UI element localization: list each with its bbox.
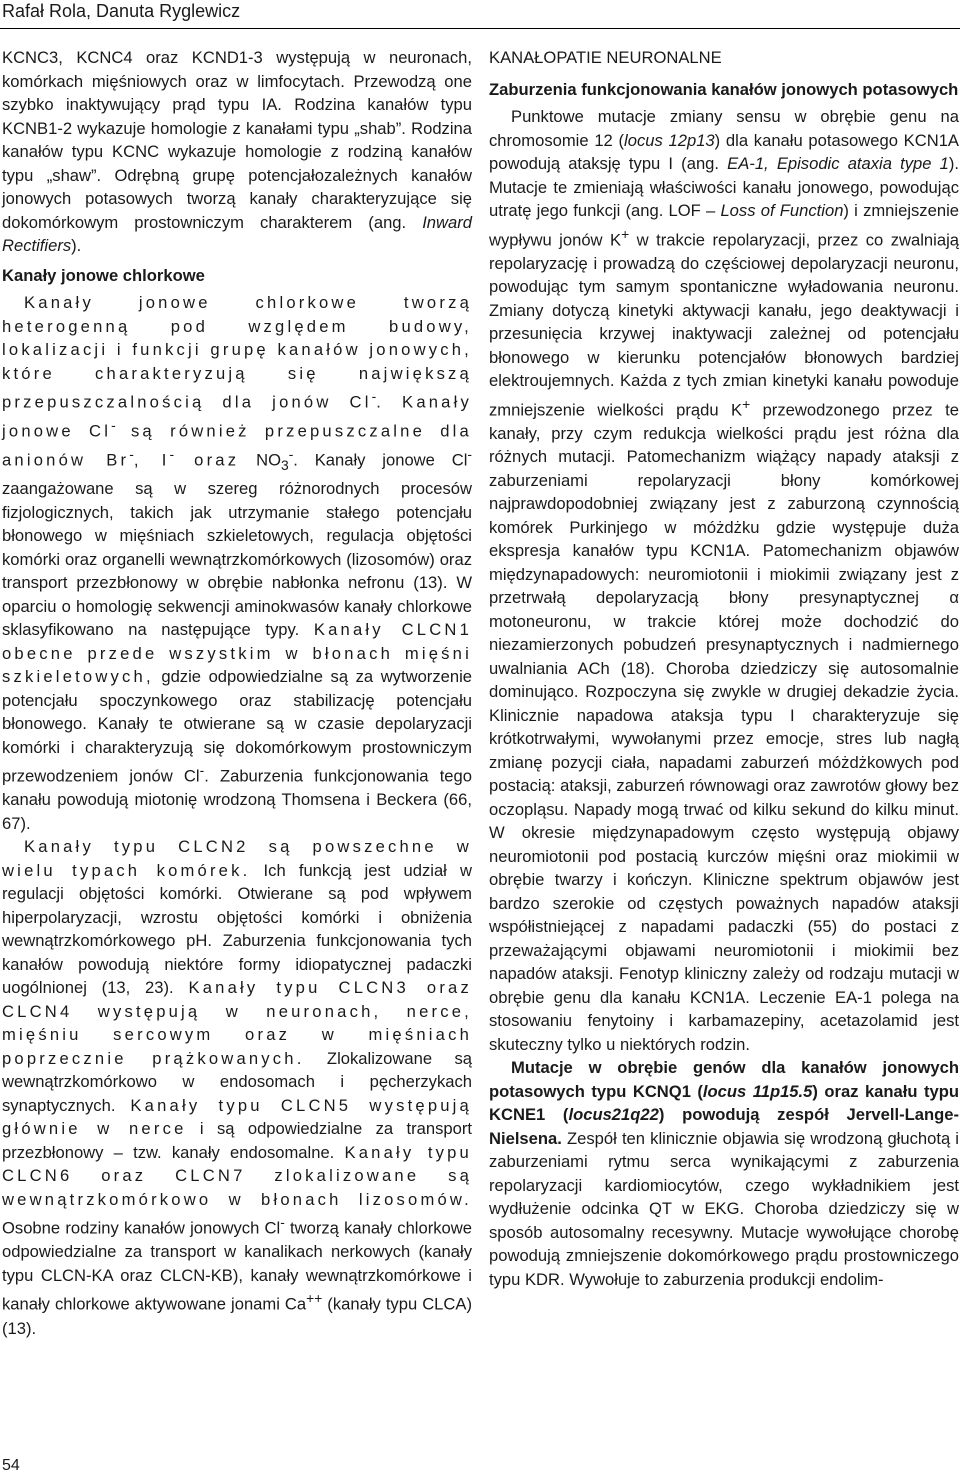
paragraph-jervell-lange-nielsen: Mutacje w obrębie genów dla kanałów jonowych potasowych typu KCNQ1 (locus 11p15.5) oraz kanału typu KCNE1 (locus21q22) powodują zespół Jervell-Lange-Nielsena. Zespół ten klinicznie objawia się wrodzoną głuchotą i zaburzeniami rytmu serca wynikającymi z zaburzenia repolaryzacji kardiomiocytów, czego wykładnikiem jest wydłużenie odcinka QT w EKG. Choroba dziedziczy się w sposób autosomalny recesywny. Mutacje wywołujące chorobę powodują zmniejszenie dokomórkowego prądu prostowniczego typu KDR. Wywołuje to zaburzenia produkcji endolim- — [489, 1058, 960, 1289]
paragraph-potassium-intro: KCNC3, KCNC4 oraz KCND1-3 występują w neuronach, komórkach mięśniowych oraz w limfocytach. Przewodzą one szybko inaktywujący prąd typu IA. Rodzina kanałów typu KCNB1-2 wykazuje homologie z kanałami typu „shab”. Rodzina kanałów typu KCNC wykazuje homologie z rodziną kanałów typu „shaw”. Odrębną grupę potencjałozależnych kanałów jonowych potasowych tworzą kanały charakteryzujące się dokomórkowym prostowniczym charakterem (ang. Inward Rectifiers). — [2, 48, 472, 255]
running-header: Rafał Rola, Danuta Ryglewicz — [2, 1, 241, 21]
section-heading-neuronal-channelopathies: KANAŁOPATIE NEURONALNE — [489, 48, 722, 67]
header-rule — [0, 28, 960, 29]
paragraph-chloride-channels: Kanały jonowe chlorkowe tworzą heterogenną pod względem budowy, lokalizacji i funkcji grupę kanałów jonowych, które charakteryzują się największą przepuszczalnością dla jonów Cl-. Kanały jonowe Cl- są również przepuszczalne dla anionów Br-, I- oraz $NO_3^-$. Kanały jonowe Cl- zaangażowane są w szereg różnorodnych procesów fizjologicznych, takich jak utrzymanie stałego potencjału błonowego w mięśniach szkieletowych, regulacja objętości komórki oraz organelli wewnątrzkomórkowych (lizosomów) oraz transport przezbłonowy w obrębie nabłonka nefronu (13). W oparciu o homologię sekwencji aminokwasów kanały chlorkowe sklasyfikowano na następujące typy. Kanały CLCN1 obecne przede wszystkim w błonach mięśni szkieletowych, gdzie odpowiedzialne są za wytworzenie potencjału spoczynkowego oraz stabilizację potencjału błonowego. Kanały te otwierane są w czasie depolaryzacji komórki i charakteryzują się dokomórkowym prostowniczym przewodzeniem jonów Cl-. Zaburzenia funkcjonowania tego kanału powodują miotonię wrodzoną Thomsena i Beckera (66, 67). — [2, 293, 473, 833]
left-column — [2, 46, 472, 1340]
paragraph-episodic-ataxia: Punktowe mutacje zmiany sensu w obrębie genu na chromosomie 12 (locus 12p13) dla kanału potasowego KCN1A powodują ataksję typu I (ang. EA-1, Episodic ataxia type 1). Mutacje te zmieniają właściwości kanału jonowego, powodując utratę jego funkcji (ang. LOF – Loss of Function) i zmniejszenie wypływu jonów K+ w trakcie repolaryzacji, przez co zwalniają repolaryzację i prowadzą do częściowej depolaryzacji neuronu, powodując tym samym spontaniczne wyładowania neuronu. Zmiany dotyczą kinetyki aktywacji kanału, jego deaktywacji i przesunięcia krzywej inaktywacji zależnej od potencjału błonowego w kierunku potencjałów błonowych bardziej elektroujemnych. Każda z tych zmian kinetyki kanału powoduje zmniejszenie wielkości prądu K+ przewodzonego przez te kanały, przy czym redukcja wielkości prądu jest różna dla różnych mutacji. Patomechanizm wiążący napady ataksji z zaburzeniami repolaryzacji błony komórkowej najprawdopodobniej związany jest z zaburzoną czynnością komórek Purkinjego w móżdżku gdzie występuje duża ekspresja kanałów typu KCN1A. Patomechanizm objawów międzynapadowych: neuromiotonii i miokimii związany jest z przetrwałą depolaryzacją błony presynaptycznej α motoneuronu, w trakcie której może dochodzić do niezamierzonych pobudzeń presynaptycznych i nadmiernego uwalniania ACh (18). Choroba dziedziczy się autosomalnie dominująco. Rozpoczyna się zwykle w drugiej dekadzie życia. Klinicznie napadowa ataksja typu I charakteryzuje się krótkotrwałymi, wywołanymi przez emocje, stres lub nagłą zmianę pozycji ciała, napadami zaburzeń móżdżkowych pod postacią: ataksji, zaburzeń równowagi oraz zawrotów głowy bez oczopląsu. Napady mogą trwać od kilku sekund do kilku minut. W okresie międzynapadowym często występują objawy neuromiotonii pod postacią kurczów mięśni oraz miokimii w obrębie twarzy i kończyn. Kliniczne spektrum objawów jest bardzo szerokie od częstych poważnych napadów ataksji współistniejącej z napadami padaczki (55) do postaci z przeważającymi objawami neuromiotonii i miokimii bez napadów ataksji. Fenotyp kliniczny zależy od rodzaju mutacji w obrębie genu dla kanału KCN1A. Leczenie EA-1 polega na stosowaniu fenytoiny i karbamazepiny, acetazolamid jest skuteczny tylko u niektórych rodzin. — [489, 107, 960, 1054]
page-number: 54 — [2, 1457, 20, 1474]
subheading-potassium-disorders: Zaburzenia funkcjonowania kanałów jonowych potasowych — [489, 79, 959, 99]
section-heading-chloride: Kanały jonowe chlorkowe — [2, 265, 205, 285]
paragraph-clcn-types: Kanały typu CLCN2 są powszechne w wielu typach komórek. Ich funkcją jest udział w regulacji objętości komórki. Otwierane są pod wpływem hiperpolaryzacji, wzrostu objętości komórki i obniżenia wewnątrzkomórkowego pH. Zaburzenia funkcjonowania tych kanałów powodują niektóre formy idiopatycznej padaczki uogólnionej (13, 23). Kanały typu CLCN3 oraz CLCN4 występują w neuronach, nerce, mięśniu sercowym oraz w mięśniach poprzecznie prążkowanych. Zlokalizowane są wewnątrzkomórkowo w endosomach i pęcherzykach synaptycznych. Kanały typu CLCN5 występują głównie w nerce i są odpowiedzialne za transport przezbłonowy – tzw. kanały endosomalne. Kanały typu CLCN6 oraz CLCN7 zlokalizowane są wewnątrzkomórkowo w błonach lizosomów. Osobne rodziny kanałów jonowych Cl- tworzą kanały chlorkowe odpowiedzialne za transport w kanalikach nerkowych (kanały typu CLCN-KA oraz CLCN-KB), kanały wewnątrzkomórkowe i kanały chlorkowe aktywowane jonami Ca++ (kanały typu CLCA) (13). — [2, 837, 473, 1338]
right-column — [489, 46, 959, 1291]
